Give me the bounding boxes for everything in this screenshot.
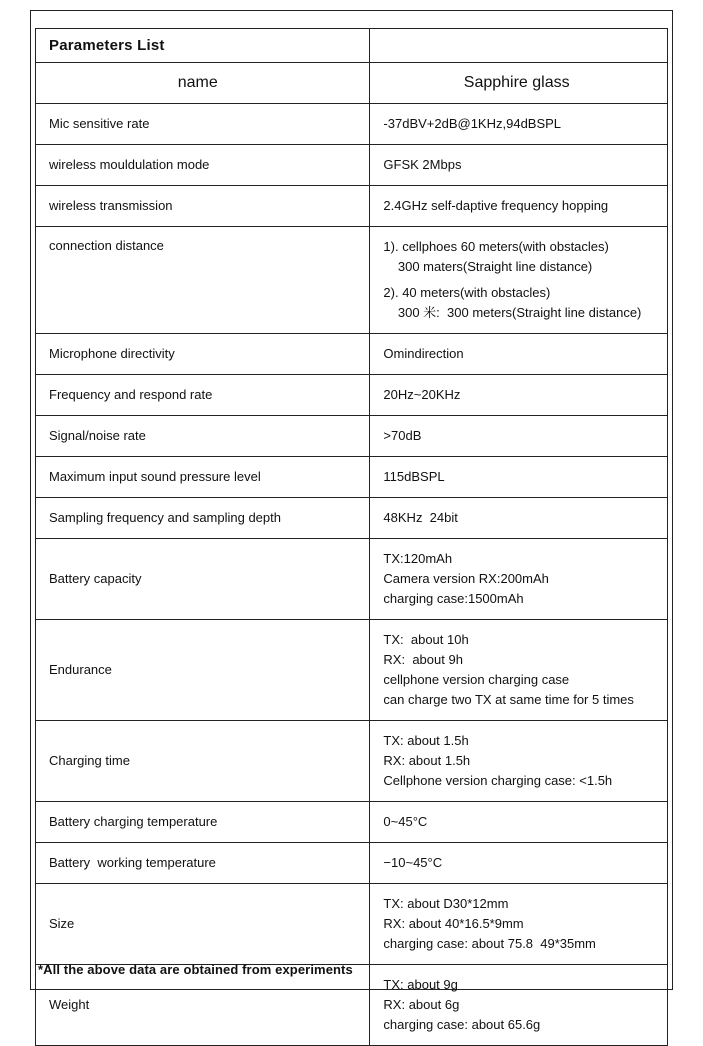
table-row	[36, 539, 667, 620]
param-name-cell	[36, 884, 370, 964]
table-title-cell	[36, 29, 370, 62]
value-line: TX: about D30*12mm	[383, 896, 509, 911]
value-line: charging case: about 65.6g	[383, 1017, 541, 1032]
name-column-header: name	[177, 74, 218, 91]
value-group	[383, 549, 663, 609]
param-name: Size	[49, 916, 75, 931]
param-name-cell	[36, 965, 370, 1045]
param-value-cell	[370, 186, 667, 226]
value-line: can charge two TX at same time for 5 times	[383, 692, 634, 707]
table-row	[36, 802, 667, 843]
product-name: Sapphire glass	[463, 74, 570, 91]
param-name: Signal/noise rate	[49, 428, 146, 443]
value-line: Omindirection	[383, 346, 464, 361]
value-line: 48KHz 24bit	[383, 510, 458, 525]
value-line: TX:120mAh	[383, 551, 453, 566]
value-group	[383, 731, 663, 791]
table-row	[36, 416, 667, 457]
param-name-cell	[36, 539, 370, 619]
param-name: connection distance	[49, 238, 164, 253]
value-line: Camera version RX:200mAh	[383, 571, 549, 586]
table-title: Parameters List	[49, 36, 165, 54]
param-value-cell	[370, 375, 667, 415]
value-line: 20Hz~20KHz	[383, 387, 461, 402]
param-name-cell	[36, 375, 370, 415]
param-name: Frequency and respond rate	[49, 387, 213, 402]
param-name: Sampling frequency and sampling depth	[49, 510, 281, 525]
value-line: 300 maters(Straight line distance)	[383, 259, 593, 274]
param-value-cell	[370, 843, 667, 883]
value-group	[383, 894, 663, 954]
param-name: Microphone directivity	[49, 346, 175, 361]
param-name: Weight	[49, 997, 90, 1012]
value-line: Cellphone version charging case: <1.5h	[383, 773, 613, 788]
value-line: RX: about 6g	[383, 997, 460, 1012]
value-group	[383, 426, 663, 446]
value-group	[383, 344, 663, 364]
table-row	[36, 721, 667, 802]
table-row	[36, 457, 667, 498]
value-group	[383, 975, 663, 1035]
value-line: charging case: about 75.8 49*35mm	[383, 936, 596, 951]
table-row	[36, 498, 667, 539]
table-rows	[36, 104, 667, 1045]
param-name: Battery charging temperature	[49, 814, 218, 829]
param-name-cell	[36, 802, 370, 842]
parameters-table	[35, 28, 668, 1046]
table-row	[36, 375, 667, 416]
param-name: Battery working temperature	[49, 855, 216, 870]
name-column-header-cell	[36, 63, 370, 103]
value-line: 115dBSPL	[383, 469, 445, 484]
param-value-cell	[370, 498, 667, 538]
param-name-cell	[36, 498, 370, 538]
value-group	[383, 283, 663, 323]
value-group	[383, 853, 663, 873]
table-subheader-row	[36, 63, 667, 104]
param-value-cell	[370, 416, 667, 456]
value-line: −10~45°C	[383, 855, 443, 870]
value-line: RX: about 1.5h	[383, 753, 471, 768]
param-value-cell	[370, 721, 667, 801]
param-value-cell	[370, 620, 667, 720]
value-line: 2.4GHz self-daptive frequency hopping	[383, 198, 609, 213]
table-row	[36, 145, 667, 186]
value-line: cellphone version charging case	[383, 672, 570, 687]
table-row	[36, 884, 667, 965]
param-name-cell	[36, 104, 370, 144]
value-line: 0~45°C	[383, 814, 428, 829]
product-name-cell	[370, 63, 667, 103]
value-group	[383, 237, 663, 277]
value-line: TX: about 1.5h	[383, 733, 469, 748]
table-row	[36, 843, 667, 884]
footer-note: *All the above data are obtained from experiments	[38, 962, 353, 977]
value-group	[383, 467, 663, 487]
param-value-cell	[370, 965, 667, 1045]
table-row	[36, 965, 667, 1045]
param-value-cell	[370, 802, 667, 842]
table-row	[36, 334, 667, 375]
param-name: wireless mouldulation mode	[49, 157, 210, 172]
value-group	[383, 385, 663, 405]
param-name-cell	[36, 721, 370, 801]
value-group	[383, 196, 663, 216]
value-line: 2). 40 meters(with obstacles)	[383, 285, 551, 300]
value-line: >70dB	[383, 428, 422, 443]
param-name-cell	[36, 416, 370, 456]
param-value-cell	[370, 334, 667, 374]
value-line: -37dBV+2dB@1KHz,94dBSPL	[383, 116, 562, 131]
param-name-cell	[36, 843, 370, 883]
param-value-cell	[370, 227, 667, 333]
table-header-row	[36, 29, 667, 63]
param-name-cell	[36, 145, 370, 185]
value-line: 1). cellphoes 60 meters(with obstacles)	[383, 239, 609, 254]
value-line: GFSK 2Mbps	[383, 157, 462, 172]
value-line: 300 米: 300 meters(Straight line distance)	[383, 305, 642, 320]
table-row	[36, 104, 667, 145]
table-row	[36, 186, 667, 227]
param-value-cell	[370, 145, 667, 185]
table-row	[36, 227, 667, 334]
param-name: Battery capacity	[49, 571, 142, 586]
param-name: Endurance	[49, 662, 112, 677]
value-group	[383, 155, 663, 175]
table-row	[36, 620, 667, 721]
param-name-cell	[36, 620, 370, 720]
param-name: wireless transmission	[49, 198, 173, 213]
page-frame	[30, 10, 673, 1032]
param-name-cell	[36, 186, 370, 226]
value-line: TX: about 10h	[383, 632, 469, 647]
param-value-cell	[370, 104, 667, 144]
value-line: RX: about 9h	[383, 652, 463, 667]
value-group	[383, 114, 663, 134]
value-group	[383, 812, 663, 832]
param-value-cell	[370, 884, 667, 964]
param-value-cell	[370, 539, 667, 619]
value-line: charging case:1500mAh	[383, 591, 524, 606]
param-name: Charging time	[49, 753, 130, 768]
param-name: Maximum input sound pressure level	[49, 469, 261, 484]
value-line: TX: about 9g	[383, 977, 458, 992]
param-name-cell	[36, 457, 370, 497]
param-value-cell	[370, 457, 667, 497]
param-name-cell	[36, 334, 370, 374]
table-header-empty-cell	[370, 29, 667, 62]
value-group	[383, 630, 663, 710]
param-name: Mic sensitive rate	[49, 116, 150, 131]
value-line: RX: about 40*16.5*9mm	[383, 916, 524, 931]
value-group	[383, 508, 663, 528]
param-name-cell	[36, 227, 370, 333]
